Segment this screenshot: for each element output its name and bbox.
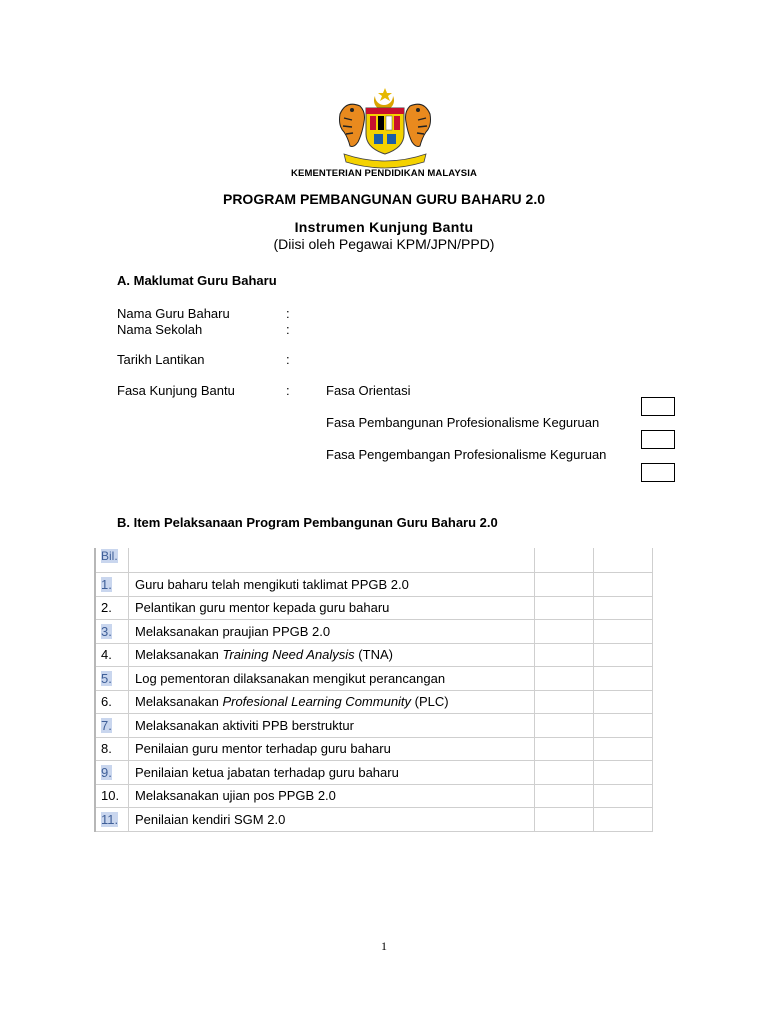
phase-checkbox-3[interactable] — [641, 463, 675, 482]
row-number: 9. — [101, 764, 112, 780]
field-label-fasa: Fasa Kunjung Bantu — [117, 383, 235, 398]
row-check-cell[interactable] — [535, 667, 594, 691]
row-note-cell[interactable] — [594, 596, 653, 620]
row-number: 4. — [101, 647, 112, 663]
row-number-cell — [95, 737, 129, 761]
row-number: 11. — [101, 811, 119, 827]
ministry-name: KEMENTERIAN PENDIDIKAN MALAYSIA — [291, 168, 477, 179]
row-item-cell — [129, 620, 535, 644]
row-number-cell — [95, 573, 129, 597]
row-check-cell[interactable] — [535, 690, 594, 714]
header-bil: Bil. — [101, 549, 118, 563]
table-row — [95, 643, 653, 667]
row-item-text: Melaksanakan praujian PPGB 2.0 — [135, 623, 331, 639]
field-label-nama-guru: Nama Guru Baharu — [117, 306, 230, 321]
row-item-cell — [129, 714, 535, 738]
row-note-cell[interactable] — [594, 714, 653, 738]
row-item-text: Log pementoran dilaksanakan mengikut perancangan — [135, 670, 446, 686]
row-number-cell — [95, 596, 129, 620]
phase-pembangunan: Fasa Pembangunan Profesionalisme Keguruan — [326, 415, 600, 430]
coat-of-arms-logo — [330, 84, 440, 170]
row-item-text: Melaksanakan — [135, 647, 223, 663]
row-item-cell — [129, 784, 535, 808]
field-colon: : — [286, 352, 290, 367]
table-row — [95, 808, 653, 832]
row-note-cell[interactable] — [594, 620, 653, 644]
row-item-cell — [129, 737, 535, 761]
row-number: 2. — [101, 600, 112, 616]
table-row — [95, 737, 653, 761]
row-number-cell — [95, 643, 129, 667]
field-label-tarikh-lantikan: Tarikh Lantikan — [117, 352, 205, 367]
phase-checkbox-2[interactable] — [641, 430, 675, 449]
row-number-cell — [95, 667, 129, 691]
row-number: 3. — [101, 623, 112, 639]
table-row — [95, 573, 653, 597]
row-number-cell — [95, 761, 129, 785]
row-note-cell[interactable] — [594, 808, 653, 832]
row-number: 8. — [101, 741, 112, 757]
row-check-cell[interactable] — [535, 596, 594, 620]
row-note-cell[interactable] — [594, 643, 653, 667]
table-row — [95, 761, 653, 785]
row-number: 1. — [101, 576, 112, 592]
row-check-cell[interactable] — [535, 737, 594, 761]
row-note-cell[interactable] — [594, 784, 653, 808]
header-item-cell — [129, 548, 535, 573]
row-check-cell[interactable] — [535, 784, 594, 808]
row-number-cell — [95, 714, 129, 738]
row-item-text: Penilaian guru mentor terhadap guru baharu — [135, 741, 391, 757]
table-row — [95, 620, 653, 644]
row-item-text: Melaksanakan ujian pos PPGB 2.0 — [135, 788, 336, 804]
table-row — [95, 596, 653, 620]
row-number-cell — [95, 808, 129, 832]
phase-orientasi: Fasa Orientasi — [326, 383, 411, 398]
row-item-cell — [129, 643, 535, 667]
table-row — [95, 714, 653, 738]
row-item-text: Melaksanakan — [135, 694, 223, 710]
document-note: (Diisi oleh Pegawai KPM/JPN/PPD) — [273, 236, 495, 252]
row-check-cell[interactable] — [535, 620, 594, 644]
phase-pengembangan: Fasa Pengembangan Profesionalisme Keguruan — [326, 447, 607, 462]
header-col-4 — [594, 548, 653, 573]
row-item-text: Penilaian kendiri SGM 2.0 — [135, 811, 286, 827]
document-subtitle: Instrumen Kunjung Bantu — [294, 219, 474, 235]
row-check-cell[interactable] — [535, 573, 594, 597]
section-b-heading: B. Item Pelaksanaan Program Pembangunan Guru Baharu 2.0 — [117, 515, 498, 530]
table-row — [95, 667, 653, 691]
row-item-post: (TNA) — [354, 647, 393, 663]
row-number: 5. — [101, 670, 112, 686]
field-colon: : — [286, 383, 290, 398]
field-colon: : — [286, 306, 290, 321]
row-note-cell[interactable] — [594, 573, 653, 597]
row-check-cell[interactable] — [535, 714, 594, 738]
row-item-post: (PLC) — [411, 694, 449, 710]
table-header-row — [95, 548, 653, 573]
table-row — [95, 784, 653, 808]
row-item-cell — [129, 596, 535, 620]
row-number-cell — [95, 784, 129, 808]
row-number: 10. — [101, 788, 120, 804]
row-item-em: Profesional Learning Community — [222, 694, 412, 710]
document-title: PROGRAM PEMBANGUNAN GURU BAHARU 2.0 — [222, 191, 545, 207]
row-item-cell — [129, 761, 535, 785]
row-note-cell[interactable] — [594, 667, 653, 691]
star-icon — [378, 88, 392, 101]
row-check-cell[interactable] — [535, 643, 594, 667]
field-label-nama-sekolah: Nama Sekolah — [117, 322, 203, 337]
row-item-em: Training Need Analysis — [222, 647, 355, 663]
row-item-cell — [129, 808, 535, 832]
row-check-cell[interactable] — [535, 761, 594, 785]
header-col-3 — [535, 548, 594, 573]
row-item-text: Melaksanakan aktiviti PPB berstruktur — [135, 717, 354, 733]
row-number-cell — [95, 620, 129, 644]
row-check-cell[interactable] — [535, 808, 594, 832]
row-number: 7. — [101, 717, 112, 733]
row-note-cell[interactable] — [594, 737, 653, 761]
row-note-cell[interactable] — [594, 761, 653, 785]
row-item-cell — [129, 690, 535, 714]
row-item-text: Pelantikan guru mentor kepada guru baharu — [135, 600, 390, 616]
row-item-cell — [129, 667, 535, 691]
field-colon: : — [286, 322, 290, 337]
row-number: 6. — [101, 694, 112, 710]
section-a-heading: A. Maklumat Guru Baharu — [117, 273, 277, 288]
items-table — [94, 548, 653, 832]
page-number: 1 — [381, 939, 387, 953]
row-note-cell[interactable] — [594, 690, 653, 714]
row-item-text: Guru baharu telah mengikuti taklimat PPGB 2.0 — [135, 576, 409, 592]
row-item-cell — [129, 573, 535, 597]
table-row — [95, 690, 653, 714]
row-item-text: Penilaian ketua jabatan terhadap guru baharu — [135, 764, 399, 780]
row-number-cell — [95, 690, 129, 714]
header-bil-cell — [95, 548, 129, 573]
phase-checkbox-1[interactable] — [641, 397, 675, 416]
